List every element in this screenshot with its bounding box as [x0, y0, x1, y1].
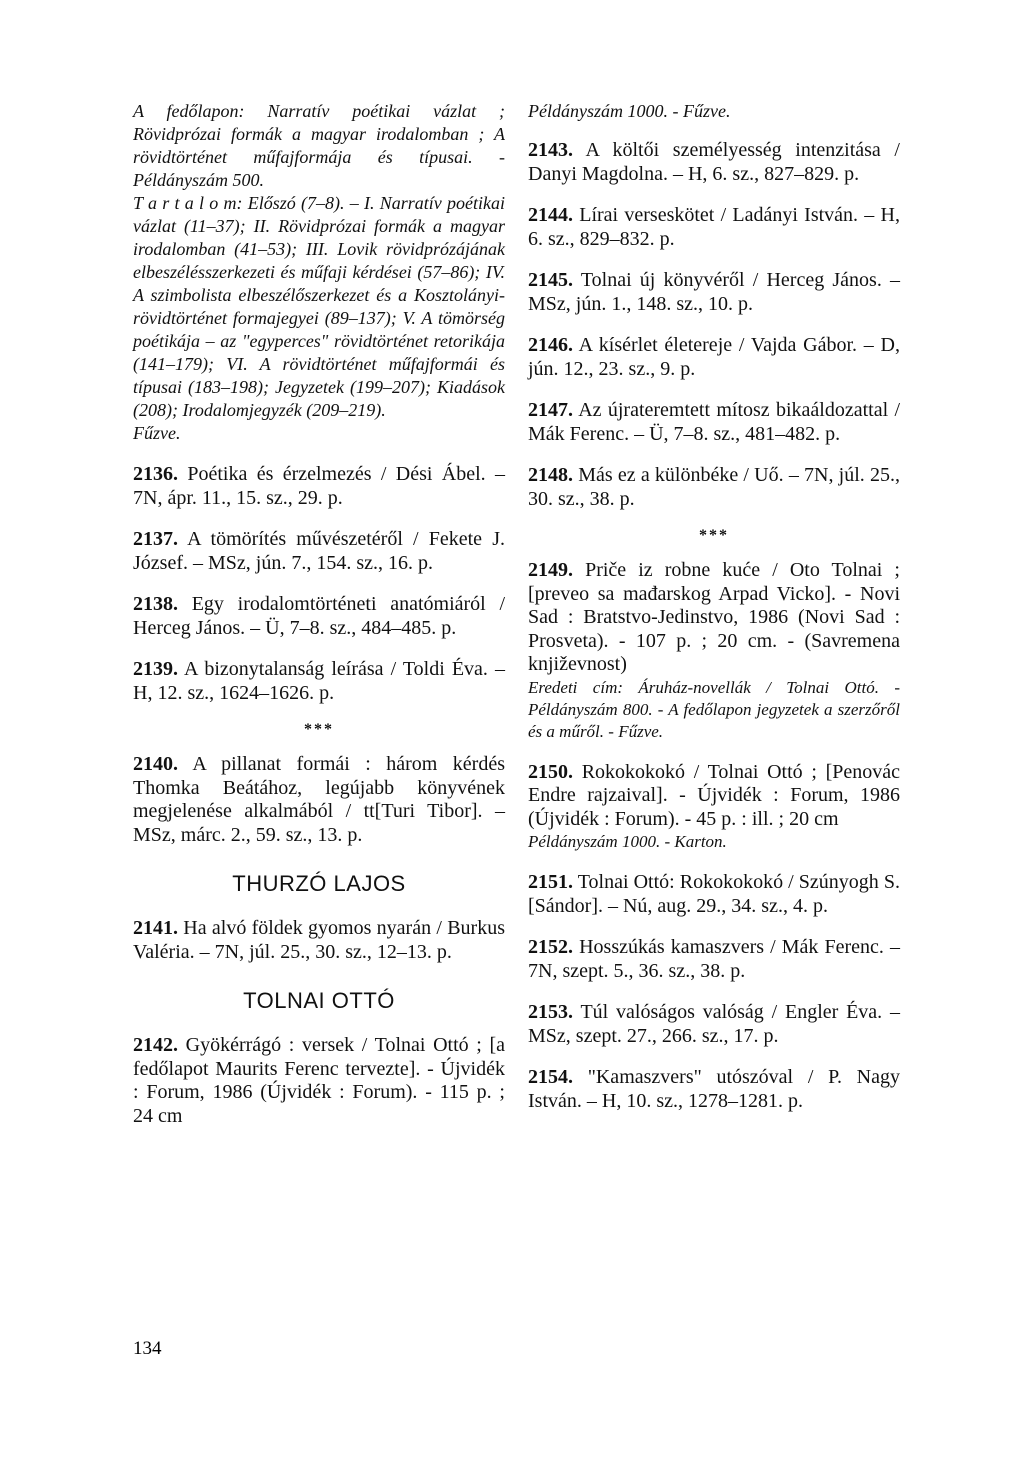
- bib-entry: [528, 761, 900, 854]
- bib-entry: [133, 753, 505, 847]
- entry-text: Priče iz robne kuće / Oto Tolnai ; [preveo sa mađarskog Arpad Vicko]. - Novi Sad : Bratstvo-Jedinstvo, 1986 (Novi Sad : Prosveta). - 107 p. ; 20 cm. - (Savremena književnost): [528, 559, 900, 675]
- entry-text: Egy irodalomtörténeti anatómiáról / Herceg János. – Ü, 7–8. sz., 484–485. p.: [133, 593, 506, 639]
- entry-text: Tolnai Ottó: Rokokokokó / Szúnyogh S.[Sándor]. – Nú, aug. 29., 34. sz., 4. p.: [528, 871, 901, 917]
- intro-binding: Fűzve.: [133, 423, 181, 443]
- entry-number: 2137.: [133, 528, 178, 550]
- entry-text: A bizonytalanság leírása / Toldi Éva. – H, 12. sz., 1624–1626. p.: [133, 658, 505, 704]
- entry-number: 2152.: [528, 936, 573, 958]
- entry-number: 2140.: [133, 753, 178, 775]
- entry-number: 2146.: [528, 334, 573, 356]
- entry-number: 2149.: [528, 559, 573, 581]
- bib-entry: [528, 1001, 900, 1048]
- entry-number: 2142.: [133, 1034, 178, 1056]
- author-heading: TOLNAI OTTÓ: [243, 988, 395, 1013]
- entry-text: A tömörítés művészetéről / Fekete J. József. – MSz, jún. 7., 154. sz., 16. p.: [133, 528, 505, 574]
- entry-number: 2147.: [528, 399, 573, 421]
- entry-number: 2143.: [528, 139, 573, 161]
- bib-entry: [133, 658, 505, 705]
- entry-text: Más ez a különbéke / Uő. – 7N, júl. 25., 30. sz., 38. p.: [528, 464, 901, 510]
- entry-number: 2139.: [133, 658, 178, 680]
- bib-entry: [528, 334, 900, 381]
- entry-text: Az újrateremtett mítosz bikaáldozattal / Mák Ferenc. – Ü, 7–8. sz., 481–482. p.: [528, 399, 900, 445]
- entry-2135-annotation: [133, 100, 505, 445]
- entry-note: Eredeti cím: Áruház-novellák / Tolnai Ottó. - Példányszám 800. - A fedőlapon jegyzetek a szerzőről és a műről. - Fűzve.: [528, 677, 900, 741]
- entry-text: A költői személyesség intenzitása / Danyi Magdolna. – H, 6. sz., 827–829. p.: [528, 139, 900, 185]
- bib-entry: [528, 559, 900, 743]
- entry-number: 2153.: [528, 1001, 573, 1023]
- bib-entry: [133, 917, 505, 964]
- author-heading: THURZÓ LAJOS: [232, 871, 406, 896]
- entry-text: "Kamaszvers" utószóval / P. Nagy István. – H, 10. sz., 1278–1281. p.: [528, 1066, 900, 1112]
- intro-contents: T a r t a l o m: Előszó (7–8). – I. Narratív poétikai vázlat (11–37); II. Rövidprózai formák a magyar irodalomban (41–53); III. Lovik rövidprózájának elbeszélésszerkezeti és műfaji kérdései (57–86); IV. A szimbolista elbeszélőszerkezet és a Kosztolányi-rövidtörténet formajegyei (89–137); V. A tömörség poétikája – az "egyperces" rövidtörténet retorikája (141–179); VI. A rövidtörténet műfajformái és típusai (183–198); Jegyzetek (199–207); Kiadások (208); Irodalomjegyzék (209–219).: [133, 193, 505, 420]
- intro-cover-note: A fedőlapon: Narratív poétikai vázlat ; Rövidprózai formák a magyar irodalomban ; A rövidtörténet műfajformája és típusai. - Példányszám 500.: [133, 101, 505, 190]
- entry-text: Gyökérrágó : versek / Tolnai Ottó ; [a fedőlapot Maurits Ferenc tervezte]. - Újvidék : Forum, 1986 (Újvidék : Forum). - 115 p. ; 24 cm: [133, 1034, 505, 1127]
- bib-entry: [528, 871, 900, 918]
- entry-number: 2145.: [528, 269, 573, 291]
- entry-text: Tolnai új könyvéről / Herceg János. – MSz, jún. 1., 148. sz., 10. p.: [528, 269, 900, 315]
- left-column: [133, 100, 505, 1146]
- bib-entry: [528, 139, 900, 186]
- entry-number: 2148.: [528, 464, 573, 486]
- entry-text: Rokokokokó / Tolnai Ottó ; [Penovác Endre rajzaival]. - Újvidék : Forum, 1986 (Újvidék : Forum). - 45 p. : ill. ; 20 cm: [528, 760, 900, 830]
- bib-entry: [133, 593, 505, 640]
- page-number: 134: [133, 1338, 162, 1359]
- entry-number: 2136.: [133, 463, 178, 485]
- entry-text: Túl valóságos valóság / Engler Éva. – MSz, szept. 27., 266. sz., 17. p.: [528, 1001, 900, 1047]
- entry-number: 2144.: [528, 204, 573, 226]
- entry-text: Hosszúkás kamaszvers / Mák Ferenc. – 7N, szept. 5., 36. sz., 38. p.: [528, 936, 901, 982]
- entry-number: 2141.: [133, 917, 178, 939]
- section-separator: ***: [304, 721, 334, 738]
- bib-entry: [528, 1066, 900, 1113]
- bib-entry: [133, 1034, 505, 1128]
- entry-number: 2138.: [133, 593, 178, 615]
- bib-entry: [133, 528, 505, 575]
- entry-2142-note: Példányszám 1000. - Fűzve.: [528, 101, 731, 121]
- right-column: [528, 100, 900, 1131]
- bib-entry: [528, 464, 900, 511]
- entry-number: 2150.: [528, 760, 573, 783]
- entry-text: A pillanat formái : három kérdés Thomka Beátához, legújabb könyvének megjelenése alkalmából / tt[Turi Tibor]. – MSz, márc. 2., 59. sz., 13. p.: [133, 753, 505, 846]
- bib-entry: [528, 204, 900, 251]
- entry-number: 2151.: [528, 871, 573, 893]
- entry-note: Példányszám 1000. - Karton.: [528, 832, 727, 851]
- entry-text: A kísérlet életereje / Vajda Gábor. – D, jún. 12., 23. sz., 9. p.: [528, 334, 900, 380]
- entry-text: Lírai verseskötet / Ladányi István. – H, 6. sz., 829–832. p.: [528, 204, 900, 250]
- entry-text: Poétika és érzelmezés / Dési Ábel. – 7N, ápr. 11., 15. sz., 29. p.: [133, 463, 506, 509]
- section-separator: ***: [699, 527, 729, 544]
- bib-entry: [528, 399, 900, 446]
- bib-entry: [528, 936, 900, 983]
- entry-text: Ha alvó földek gyomos nyarán / Burkus Valéria. – 7N, júl. 25., 30. sz., 12–13. p.: [133, 917, 505, 963]
- bib-entry: [133, 463, 505, 510]
- entry-number: 2154.: [528, 1066, 573, 1088]
- bib-entry: [528, 269, 900, 316]
